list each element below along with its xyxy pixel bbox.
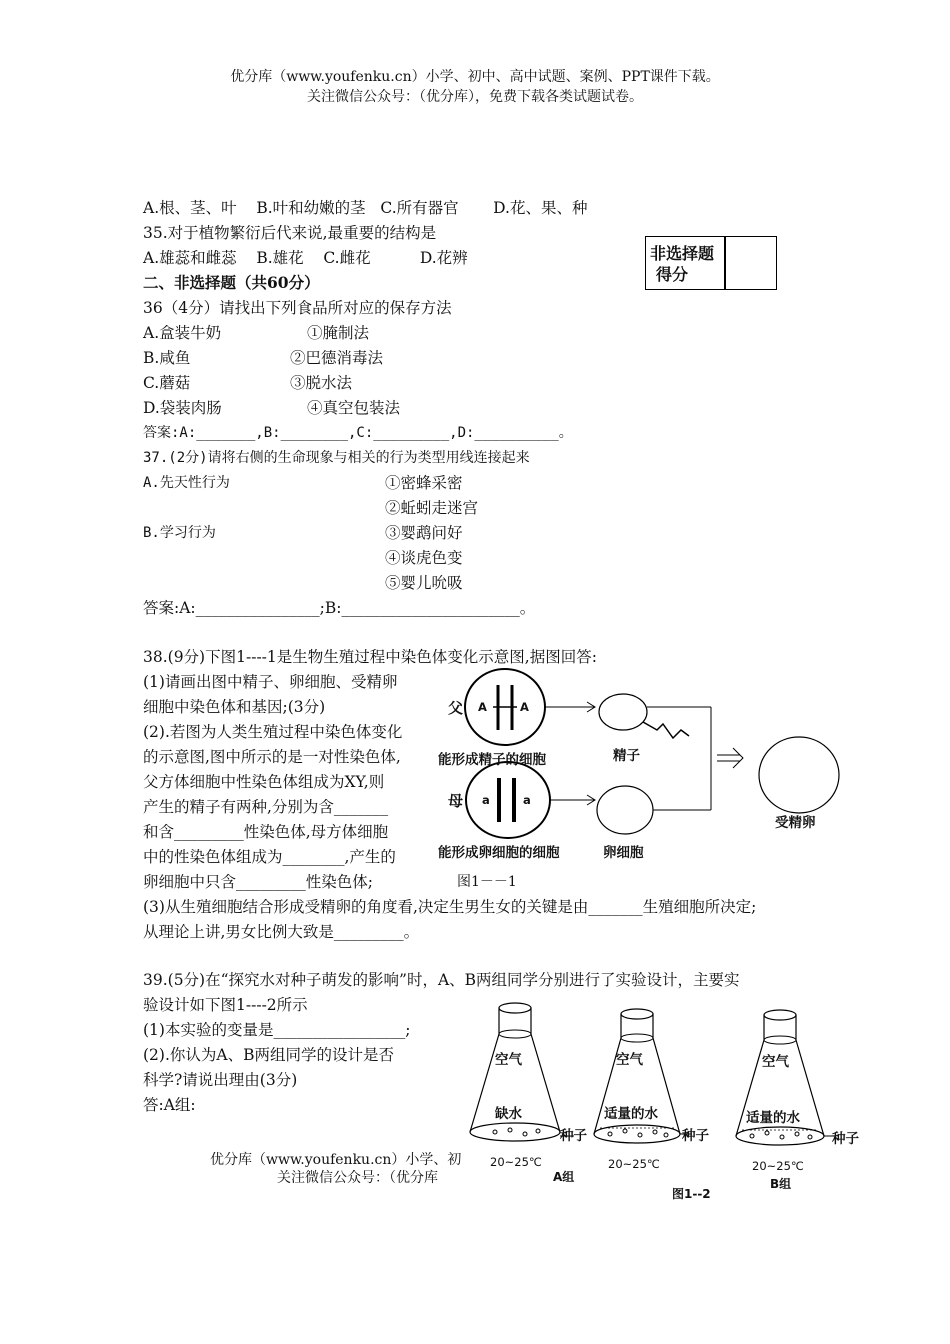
q38-stem: 38.(9分)下图1----1是生物生殖过程中染色体变化示意图,据图回答: xyxy=(143,648,597,666)
q38-line: 和含_________性染色体,母方体细胞 xyxy=(143,823,389,841)
mother-gene-label: a xyxy=(523,793,531,807)
flask-stopper xyxy=(621,1034,653,1042)
seed xyxy=(523,1132,527,1136)
temperature-label: 20~25℃ xyxy=(752,1159,804,1173)
q35-stem: 35.对于植物繁衍后代来说,最重要的结构是 xyxy=(143,224,437,242)
seed xyxy=(608,1132,612,1136)
flask-a-water-label: 缺水 xyxy=(495,1106,522,1122)
seed xyxy=(765,1131,769,1135)
seed xyxy=(623,1129,627,1133)
q38-line-3: (3)从生殖细胞结合形成受精卵的角度看,决定生男生女的关键是由_______生殖细胞所决定; xyxy=(143,898,757,916)
q37-phenomenon-4: ④谈虎色变 xyxy=(385,549,463,567)
header-line-2: 关注微信公众号：（优分库），免费下载各类试题试卷。 xyxy=(307,89,643,105)
flask-b-air-label: 空气 xyxy=(762,1054,789,1070)
temperature-label: 20~25℃ xyxy=(608,1157,660,1171)
q36-answer: 答案:A:_______,B:________,C:_________,D:__________。 xyxy=(143,425,573,441)
footer-line-1: 优分库（www.youfenku.cn）小学、初 xyxy=(210,1152,462,1168)
q38-line: (2).若图为人类生殖过程中染色体变化 xyxy=(143,723,403,741)
seed xyxy=(536,1129,540,1133)
q36-stem: 36（4分）请找出下列食品所对应的保存方法 xyxy=(143,299,452,317)
q39-question-2-cont: 科学?请说出理由(3分) xyxy=(143,1071,298,1089)
mother-label: 母 xyxy=(448,792,464,810)
seed-label-a2: 种子 xyxy=(682,1128,709,1144)
q38-line: 父方体细胞中性染色体组成为XY,则 xyxy=(143,773,385,791)
q39-stem: 39.(5分)在“探究水对种子萌发的影响”时，A、B两组同学分别进行了实验设计，主要实 xyxy=(143,971,740,989)
figure-1-2-caption: 图1--2 xyxy=(672,1187,711,1201)
father-gene-label: A xyxy=(520,700,529,714)
sperm-head xyxy=(599,694,647,730)
flask-b-water-label: 适量的水 xyxy=(746,1110,800,1126)
seed-label-a: 种子 xyxy=(560,1128,587,1144)
zygote-label: 受精卵 xyxy=(775,815,816,831)
flask-a2-air-label: 空气 xyxy=(616,1052,643,1068)
q36-item-b: B.咸鱼 xyxy=(143,349,191,367)
q37-answer: 答案:A:________________;B:_______________________。 xyxy=(143,599,536,617)
father-label: 父 xyxy=(448,699,464,717)
score-box-label: 得分 xyxy=(656,265,689,284)
section-2-title: 二、非选择题（共60分） xyxy=(143,273,320,292)
q38-line-4: 从理论上讲,男女比例大致是_________。 xyxy=(143,923,420,941)
figure-1-1-caption: 图1－－1 xyxy=(457,874,517,890)
double-arrow-head xyxy=(733,748,743,768)
seed xyxy=(638,1133,642,1137)
flask-rim xyxy=(621,1009,653,1019)
q35-options: A.雄蕊和雌蕊 B.雄花 C.雌花 D.花辨 xyxy=(143,249,468,267)
q37-phenomenon-1: ①密蜂采密 xyxy=(385,474,463,492)
seed-label-b: 种子 xyxy=(832,1131,859,1147)
q37-phenomenon-5: ⑤婴儿吮吸 xyxy=(385,574,463,592)
temperature-label: 20~25℃ xyxy=(490,1155,542,1169)
q37-stem: 37.(2分)请将右侧的生命现象与相关的行为类型用线连接起来 xyxy=(143,450,530,466)
score-box xyxy=(645,236,777,290)
q39-stem-cont: 验设计如下图1----2所示 xyxy=(143,996,308,1014)
flask-a-air-label: 空气 xyxy=(495,1052,522,1068)
flask-wall xyxy=(796,1040,824,1136)
father-gene-label: A xyxy=(478,700,487,714)
flask-stopper xyxy=(764,1036,796,1044)
q37-type-a: A.先天性行为 xyxy=(143,475,230,491)
seed xyxy=(808,1135,812,1139)
q36-item-a: A.盒装牛奶 xyxy=(143,324,222,342)
q39-question-1: (1)本实验的变量是_________________; xyxy=(143,1021,411,1039)
footer-line-2: 关注微信公众号：（优分库 xyxy=(277,1170,438,1186)
flask-a2-water-label: 适量的水 xyxy=(604,1106,658,1122)
egg-cell xyxy=(597,786,653,834)
seed xyxy=(750,1134,754,1138)
q36-method-1: ①腌制法 xyxy=(307,324,370,342)
group-b-label: B组 xyxy=(770,1177,792,1191)
egg-label: 卵细胞 xyxy=(603,845,644,861)
father-cell-label: 能形成精子的细胞 xyxy=(438,752,546,768)
q38-line: 卵细胞中只含_________性染色体; xyxy=(143,873,373,891)
group-a-label: A组 xyxy=(553,1170,575,1184)
q38-line: (1)请画出图中精子、卵细胞、受精卵 xyxy=(143,673,398,691)
q37-phenomenon-3: ③婴鹉问好 xyxy=(385,524,463,542)
q39-question-2: (2).你认为A、B两组同学的设计是否 xyxy=(143,1046,394,1064)
seed xyxy=(493,1130,497,1134)
mother-cell-label: 能形成卵细胞的细胞 xyxy=(438,845,560,861)
seed xyxy=(653,1130,657,1134)
flask-wall xyxy=(531,1034,560,1132)
score-box-divider xyxy=(724,237,726,289)
q37-type-b: B.学习行为 xyxy=(143,525,216,541)
q37-phenomenon-2: ②蚯蚓走迷宫 xyxy=(385,499,479,517)
q34-options: A.根、茎、叶 B.叶和幼嫩的茎 C.所有器官 D.花、果、种 xyxy=(143,199,588,217)
seed xyxy=(664,1133,668,1137)
sperm-label: 精子 xyxy=(613,748,640,764)
q36-method-2: ②巴德消毒法 xyxy=(290,349,384,367)
flask-rim xyxy=(499,1003,531,1013)
mother-gene-label: a xyxy=(482,793,490,807)
seed xyxy=(780,1135,784,1139)
q38-line: 产生的精子有两种,分别为含_______ xyxy=(143,798,389,816)
q38-line: 细胞中染色体和基因;(3分) xyxy=(143,698,326,716)
flask-group-a2 xyxy=(594,1009,692,1143)
seed xyxy=(508,1128,512,1132)
header-line-1: 优分库（www.youfenku.cn）小学、初中、高中试题、案例、PPT课件下载。 xyxy=(230,69,720,85)
flask-rim xyxy=(764,1010,796,1020)
q36-item-c: C.蘑菇 xyxy=(143,374,191,392)
figure-1-2 xyxy=(460,1000,880,1170)
mother-cell xyxy=(466,762,550,838)
score-box-title: 非选择题 xyxy=(650,244,715,263)
q36-item-d: D.袋装肉肠 xyxy=(143,399,222,417)
q39-answer-a: 答:A组: xyxy=(143,1096,196,1114)
q36-method-4: ④真空包装法 xyxy=(307,399,401,417)
flask-bottom xyxy=(470,1123,560,1141)
q36-method-3: ③脱水法 xyxy=(290,374,353,392)
q38-line: 的示意图,图中所示的是一对性染色体, xyxy=(143,748,401,766)
zygote-cell xyxy=(759,737,839,813)
sperm-tail xyxy=(643,722,689,738)
flask-group-a xyxy=(470,1003,574,1141)
flask-stopper xyxy=(499,1030,531,1038)
seed xyxy=(795,1132,799,1136)
q38-line: 中的性染色体组成为________,产生的 xyxy=(143,848,396,866)
